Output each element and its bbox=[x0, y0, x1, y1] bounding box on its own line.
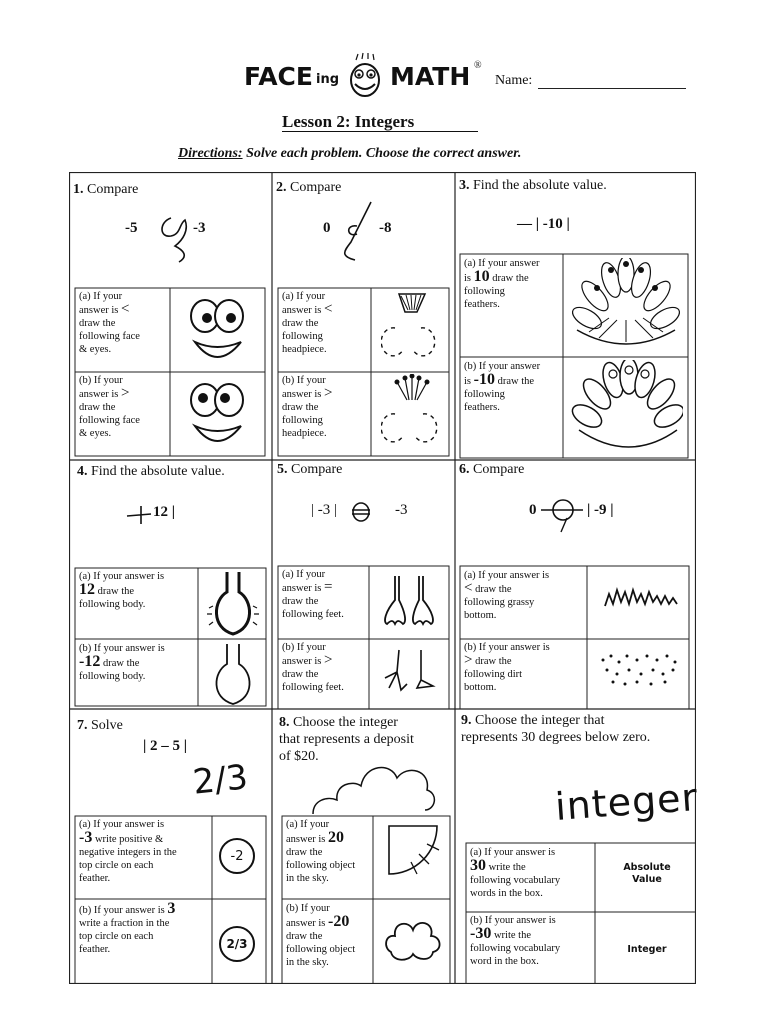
problem-6b-text: (b) If your answer is > draw the following dirt bottom. bbox=[464, 642, 550, 693]
logo-face: FACE bbox=[244, 62, 313, 91]
handwritten-line-4 bbox=[125, 502, 153, 526]
problem-1a-text: (a) If your answer is < draw the following face & eyes. bbox=[79, 291, 140, 355]
smiley-face-icon bbox=[344, 52, 388, 100]
directions-text: Solve each problem. Choose the correct answer. bbox=[242, 146, 522, 161]
crown-headpiece-icon bbox=[381, 290, 443, 370]
fuzzy-body-icon bbox=[205, 570, 261, 638]
problem-7b-text: (b) If your answer is 3 write a fraction in the top circle on each feather. bbox=[79, 900, 176, 955]
webbed-feet-icon bbox=[377, 572, 443, 632]
problem-3b-text: (b) If your answer is -10 draw the following feathers. bbox=[464, 361, 541, 413]
directions-label: Directions: bbox=[178, 146, 243, 161]
facing-math-logo bbox=[244, 52, 484, 102]
problem-3a-text: (a) If your answer is 10 draw the following feathers. bbox=[464, 258, 540, 310]
problem-5-left: | -3 | bbox=[311, 502, 338, 518]
cloud-icon bbox=[381, 912, 445, 968]
antenna-headpiece-icon bbox=[381, 374, 443, 454]
problem-6a-text: (a) If your answer is < draw the following grassy bottom. bbox=[464, 570, 550, 621]
lesson-title: Lesson 2: Integers bbox=[282, 112, 415, 131]
problem-6-right: | -9 | bbox=[587, 502, 614, 518]
filled-feathers-icon bbox=[569, 258, 683, 354]
dirt-bottom-icon bbox=[597, 650, 681, 690]
handwritten-answer-9: integer bbox=[553, 775, 700, 829]
problem-9b-text: (b) If your answer is -30 write the following vocabulary word in the box. bbox=[470, 915, 561, 967]
smooth-body-icon bbox=[205, 642, 261, 706]
problem-5a-text: (a) If your answer is = draw the following feet. bbox=[282, 569, 344, 620]
problem-4a-text: (a) If your answer is 12 draw the following body. bbox=[79, 571, 165, 610]
problem-5-title: 5. Compare bbox=[277, 462, 343, 477]
problem-7-expr: | 2 – 5 | bbox=[143, 738, 188, 754]
problem-8a-text: (a) If your answer is 20 draw the following object in the sky. bbox=[286, 819, 356, 884]
claw-feet-icon bbox=[377, 644, 443, 704]
problem-2-right: -8 bbox=[379, 220, 392, 236]
problem-8-title: 8. Choose the integer that represents a deposit of $20. bbox=[279, 715, 414, 764]
problem-1-title: 1. Compare bbox=[73, 182, 139, 197]
problem-9a-text: (a) If your answer is 30 write the following vocabulary words in the box. bbox=[470, 847, 561, 899]
problem-7-title: 7. Solve bbox=[77, 718, 123, 733]
problem-2-left: 0 bbox=[323, 220, 331, 236]
handwritten-circle-5 bbox=[349, 500, 373, 524]
circle-negative-icon: -2 bbox=[219, 838, 255, 874]
outline-feathers-icon bbox=[569, 360, 683, 456]
name-field[interactable] bbox=[538, 88, 686, 89]
logo-math: MATH bbox=[390, 62, 471, 91]
handwritten-cloud-8 bbox=[307, 740, 441, 818]
handwritten-answer-7: 2/3 bbox=[191, 757, 250, 803]
face-eyes-icon bbox=[185, 296, 251, 370]
directions bbox=[178, 146, 521, 162]
problem-4b-text: (b) If your answer is -12 draw the following body. bbox=[79, 643, 165, 682]
problem-1b-text: (b) If your answer is > draw the following face & eyes. bbox=[79, 375, 140, 439]
problem-2a-text: (a) If your answer is < draw the following headpiece. bbox=[282, 291, 333, 355]
grassy-bottom-icon bbox=[601, 582, 681, 612]
problem-6-left: 0 bbox=[529, 502, 537, 518]
problem-8b-text: (b) If your answer is -20 draw the following object in the sky. bbox=[286, 903, 356, 968]
vocab-absolute-value: Absolute Value bbox=[623, 862, 671, 885]
problem-4-title: 4. Find the absolute value. bbox=[77, 464, 225, 479]
problem-grid bbox=[69, 172, 700, 984]
vocab-integer: Integer bbox=[627, 944, 667, 955]
problem-9-title: 9. Choose the integer that represents 30 degrees below zero. bbox=[461, 713, 651, 745]
problem-7a-text: (a) If your answer is -3 write positive & negative integers in the top circle on each feather. bbox=[79, 819, 177, 884]
handwritten-circle-6 bbox=[539, 494, 593, 534]
problem-6-title: 6. Compare bbox=[459, 462, 525, 477]
problem-2-title: 2. Compare bbox=[276, 180, 342, 195]
handwritten-answer-2 bbox=[335, 200, 385, 264]
problem-3-title: 3. Find the absolute value. bbox=[459, 178, 607, 193]
problem-2b-text: (b) If your answer is > draw the following headpiece. bbox=[282, 375, 333, 439]
logo-ing: ing bbox=[316, 72, 340, 87]
problem-4-expr: 12 | bbox=[153, 504, 176, 520]
problem-1-left: -5 bbox=[125, 220, 138, 236]
registered-mark: ® bbox=[474, 60, 482, 71]
name-label: Name: bbox=[495, 73, 533, 88]
face-eyes-icon-2 bbox=[185, 380, 251, 454]
lesson-underline bbox=[282, 131, 478, 132]
problem-5-right: -3 bbox=[395, 502, 408, 518]
sun-icon bbox=[381, 822, 445, 892]
problem-5b-text: (b) If your answer is > draw the following feet. bbox=[282, 642, 344, 693]
problem-1-right: -3 bbox=[193, 220, 206, 236]
circle-fraction-icon: 2/3 bbox=[219, 926, 255, 962]
problem-3-expr: — | -10 | bbox=[517, 216, 570, 232]
handwritten-answer-1 bbox=[153, 210, 203, 266]
